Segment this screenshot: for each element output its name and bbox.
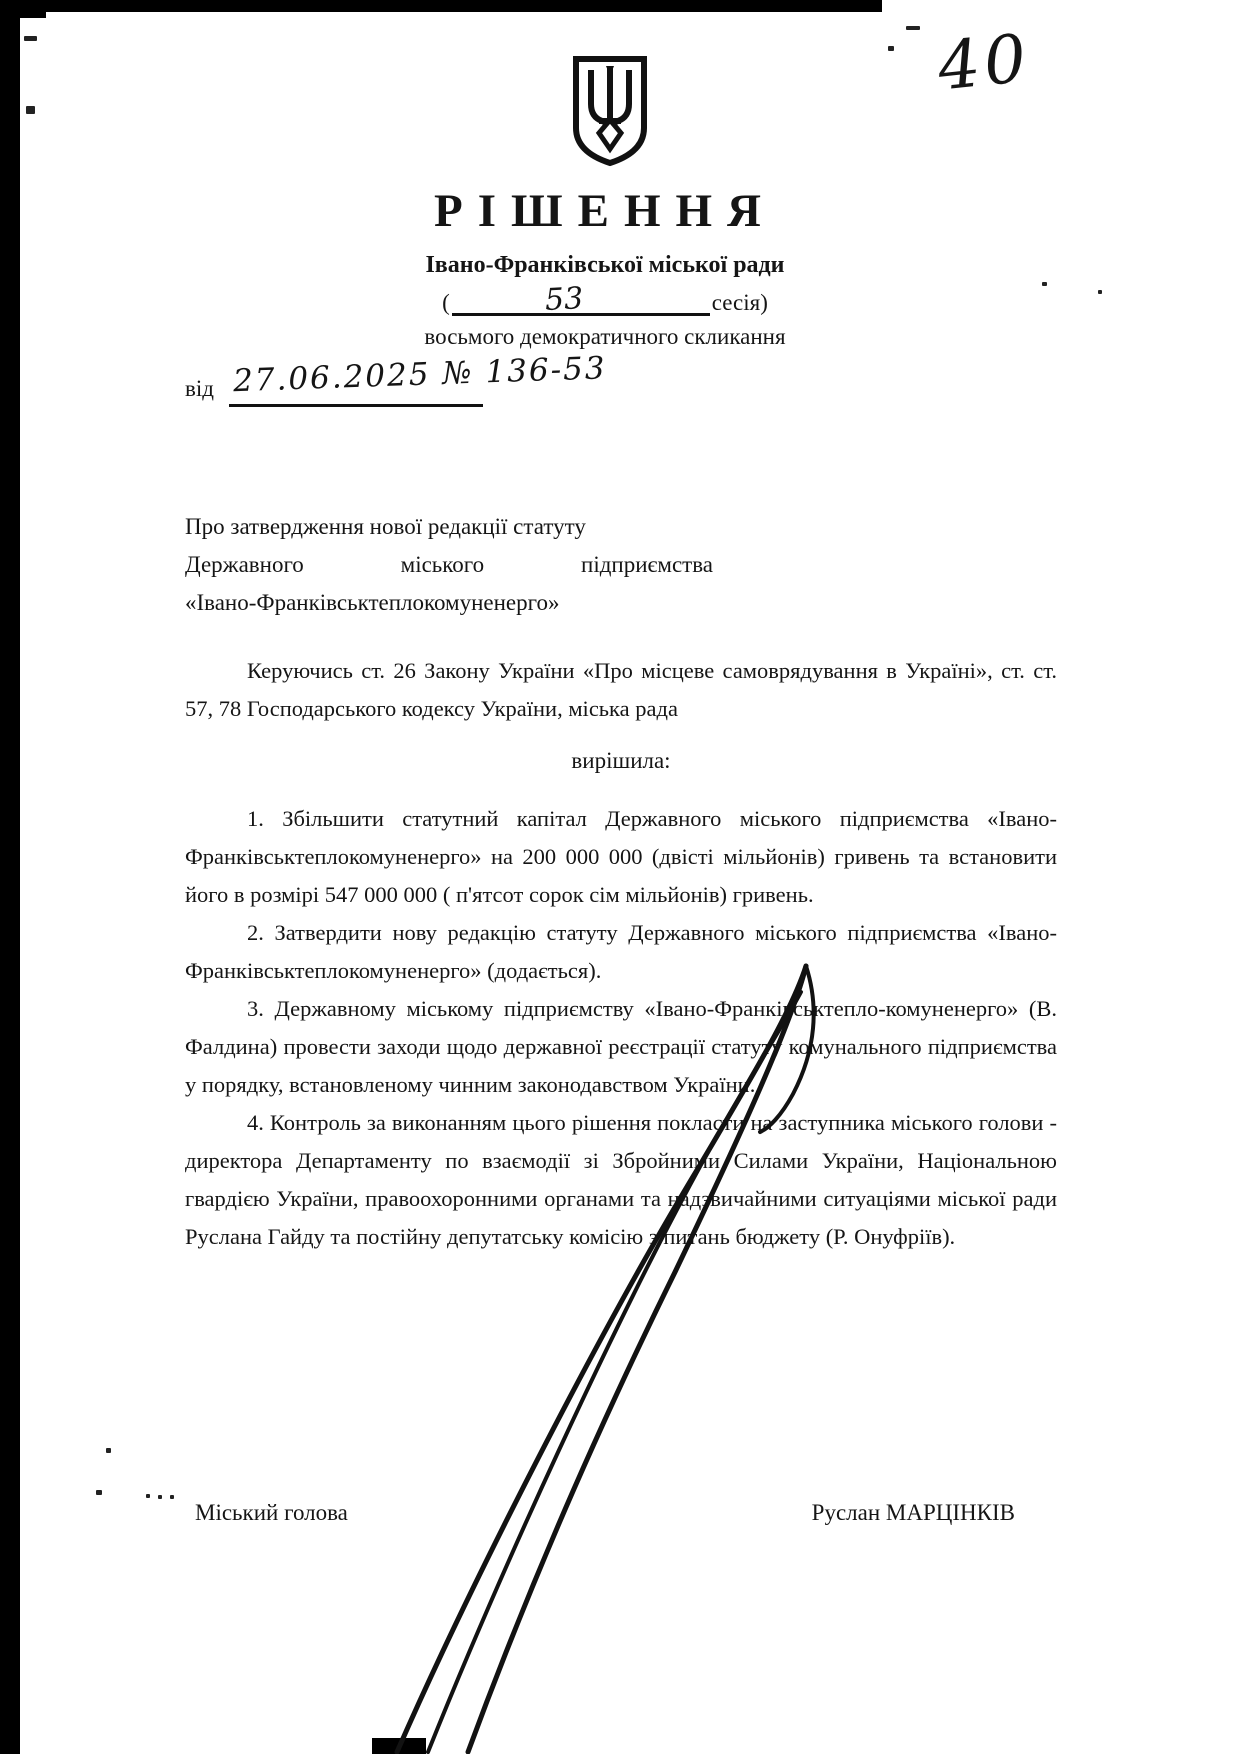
preamble-paragraph: Керуючись ст. 26 Закону України «Про місцеве самоврядування в Україні», ст. ст. 57, 78 Господарського кодексу України, міська рада	[185, 658, 1057, 721]
handwritten-page-number: 40	[934, 19, 1034, 106]
document-title: РІШЕННЯ	[433, 185, 777, 237]
signatory-title: Міський голова	[195, 1500, 348, 1525]
scan-speck	[106, 1448, 111, 1453]
subject-line-2: Державного міського підприємства	[185, 552, 713, 577]
subject-line-3: «Івано-Франківськтеплокомуненерго»	[185, 590, 560, 615]
paragraph-1: 1. Збільшити статутний капітал Державного міського підприємства «Івано-Франківськтеплокомуненерго» на 200 000 000 (двісті мільйонів) гривень та встановити його в розмірі 547 000 000 ( п'ятсот сорок сім мільйонів) гривень.	[185, 806, 1057, 907]
scan-speck	[170, 1495, 174, 1499]
scan-speck	[906, 26, 920, 30]
session-line	[240, 281, 970, 318]
scan-speck	[1098, 290, 1102, 294]
scan-border-top	[0, 0, 882, 12]
signature-row	[195, 1500, 1015, 1526]
scan-speck	[158, 1495, 162, 1499]
session-open-paren: (	[442, 290, 450, 315]
scan-speck	[26, 106, 35, 114]
session-underline	[452, 281, 710, 318]
date-underline	[229, 404, 483, 407]
paragraph-3: 3. Державному міському підприємству «Івано-Франківськтепло-комуненерго» (В. Фалдина) провести заходи щодо державної реєстрації статуту комунального підприємства у порядку, встановленому чинним законодавством України.	[185, 996, 1057, 1097]
scan-mark-bottom	[372, 1738, 426, 1754]
handwritten-date-number: 27.06.2025 № 136-53	[232, 350, 608, 400]
document-header	[240, 186, 970, 350]
handwritten-session-number: 53	[543, 281, 584, 318]
session-word: сесія)	[711, 290, 768, 315]
convocation-line: восьмого демократичного скликання	[424, 324, 786, 349]
scan-speck	[24, 36, 37, 41]
resolved-word: вирішила:	[571, 748, 671, 773]
paragraph-2: 2. Затвердити нову редакцію статуту Державного міського підприємства «Івано-Франківськтеплокомуненерго» (додається).	[185, 920, 1057, 983]
scan-speck	[146, 1494, 150, 1498]
subject-block	[185, 508, 713, 622]
scan-border-left	[0, 0, 20, 1754]
signatory-name: Руслан МАРЦІНКІВ	[811, 1500, 1015, 1525]
scan-speck	[888, 46, 894, 51]
scan-speck	[96, 1490, 102, 1495]
date-label: від	[185, 376, 214, 401]
paragraph-4: 4. Контроль за виконанням цього рішення покласти на заступника міського голови - директора Департаменту по взаємодії зі Збройними Силами України, Національною гвардією України, правоохоронними органами та надзвичайними ситуаціями міської ради Руслана Гайду та постійну депутатську комісію з питань бюджету (Р. Онуфріїв).	[185, 1110, 1057, 1249]
scan-border-corner	[0, 0, 46, 18]
council-name: Івано-Франківської міської ради	[425, 252, 785, 278]
subject-line-1: Про затвердження нової редакції статуту	[185, 514, 586, 539]
decision-paragraphs	[185, 800, 1057, 1256]
ukraine-trident-emblem-icon	[570, 54, 650, 168]
scan-speck	[1042, 282, 1047, 286]
